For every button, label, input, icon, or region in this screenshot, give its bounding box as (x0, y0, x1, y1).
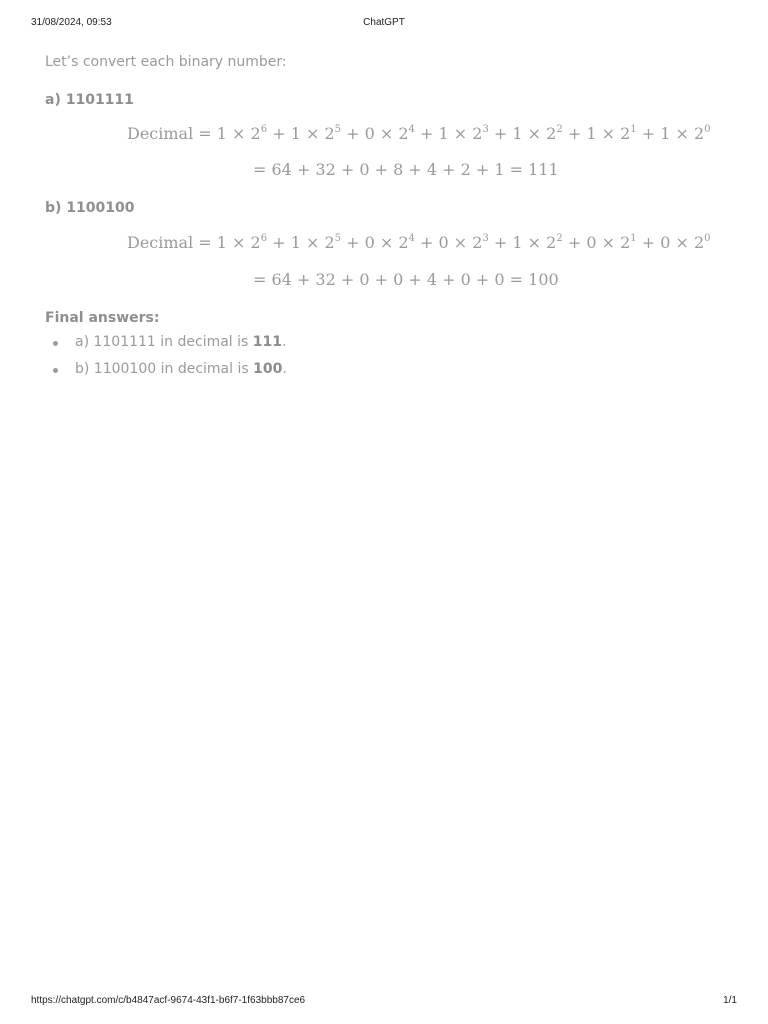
print-footer (31, 995, 737, 1009)
page-number: 1/1 (723, 995, 737, 1006)
term-exp: 1 (630, 124, 637, 135)
term-exp: 6 (260, 233, 268, 244)
intro-text: Let’s convert each binary number: (45, 54, 287, 70)
term-coef: 1 (290, 124, 301, 143)
list-item (45, 334, 287, 361)
section-a-expansion: Decimal = $1 \times 2^6 + 1 \times 2^5 + 0 \times 2^4 + 1 \times 2^3 + 1 \times 2^2 + 1 \times 2^1 + 1 \times 2^0$ (127, 124, 711, 143)
answer-text: b) 1100100 in decimal is (75, 361, 254, 377)
term-exp: 4 (408, 124, 415, 135)
print-datetime: 31/08/2024, 09:53 (31, 17, 112, 28)
term-exp: 6 (260, 124, 268, 135)
term-exp: 5 (334, 233, 342, 244)
term-coef: 1 (660, 124, 671, 143)
term-exp: 0 (704, 233, 711, 244)
term-exp: 3 (482, 233, 489, 244)
term-exp: 3 (482, 124, 489, 135)
expansion-label: Decimal (127, 233, 194, 252)
bullet-dot-icon (53, 368, 58, 373)
section-a-heading: a) 1101111 (45, 92, 134, 108)
term-exp: 2 (556, 124, 563, 135)
term-coef: 1 (438, 124, 449, 143)
print-header (31, 17, 737, 31)
section-b-heading: b) 1100100 (45, 200, 135, 216)
term-coef: 0 (660, 233, 671, 252)
term-exp: 5 (334, 124, 342, 135)
term-exp: 0 (704, 124, 711, 135)
term-coef: 1 (512, 124, 523, 143)
answer-suffix: . (282, 361, 287, 377)
section-b-sum: = 64 + 32 + 0 + 0 + 4 + 0 + 0 = 100 (253, 270, 559, 289)
term-coef: 1 (290, 233, 301, 252)
term-exp: 2 (556, 233, 563, 244)
answer-text: a) 1101111 in decimal is (75, 334, 253, 350)
bullet-dot-icon (53, 341, 58, 346)
term-coef: 0 (364, 124, 375, 143)
section-b-expansion: Decimal = $1 \times 2^6 + 1 \times 2^5 + 0 \times 2^4 + 0 \times 2^3 + 1 \times 2^2 + 0 \times 2^1 + 0 \times 2^0$ (127, 233, 711, 252)
final-answers-list (45, 334, 287, 388)
section-a-sum: = 64 + 32 + 0 + 8 + 4 + 2 + 1 = 111 (253, 160, 559, 179)
expansion-label: Decimal (127, 124, 194, 143)
term-coef: 0 (438, 233, 449, 252)
list-item (45, 361, 287, 388)
term-exp: 1 (630, 233, 637, 244)
answer-value: 100 (253, 361, 283, 377)
page-url: https://chatgpt.com/c/b4847acf-9674-43f1-b6f7-1f63bbb87ce6 (31, 995, 306, 1006)
term-coef: 0 (586, 233, 597, 252)
final-answers-heading: Final answers: (45, 310, 160, 326)
term-exp: 4 (408, 233, 415, 244)
answer-value: 111 (252, 334, 283, 350)
term-coef: 1 (216, 233, 227, 252)
print-title: ChatGPT (363, 17, 405, 28)
term-coef: 0 (364, 233, 375, 252)
term-coef: 1 (586, 124, 597, 143)
term-coef: 1 (216, 124, 227, 143)
term-coef: 1 (512, 233, 523, 252)
answer-suffix: . (282, 334, 287, 350)
